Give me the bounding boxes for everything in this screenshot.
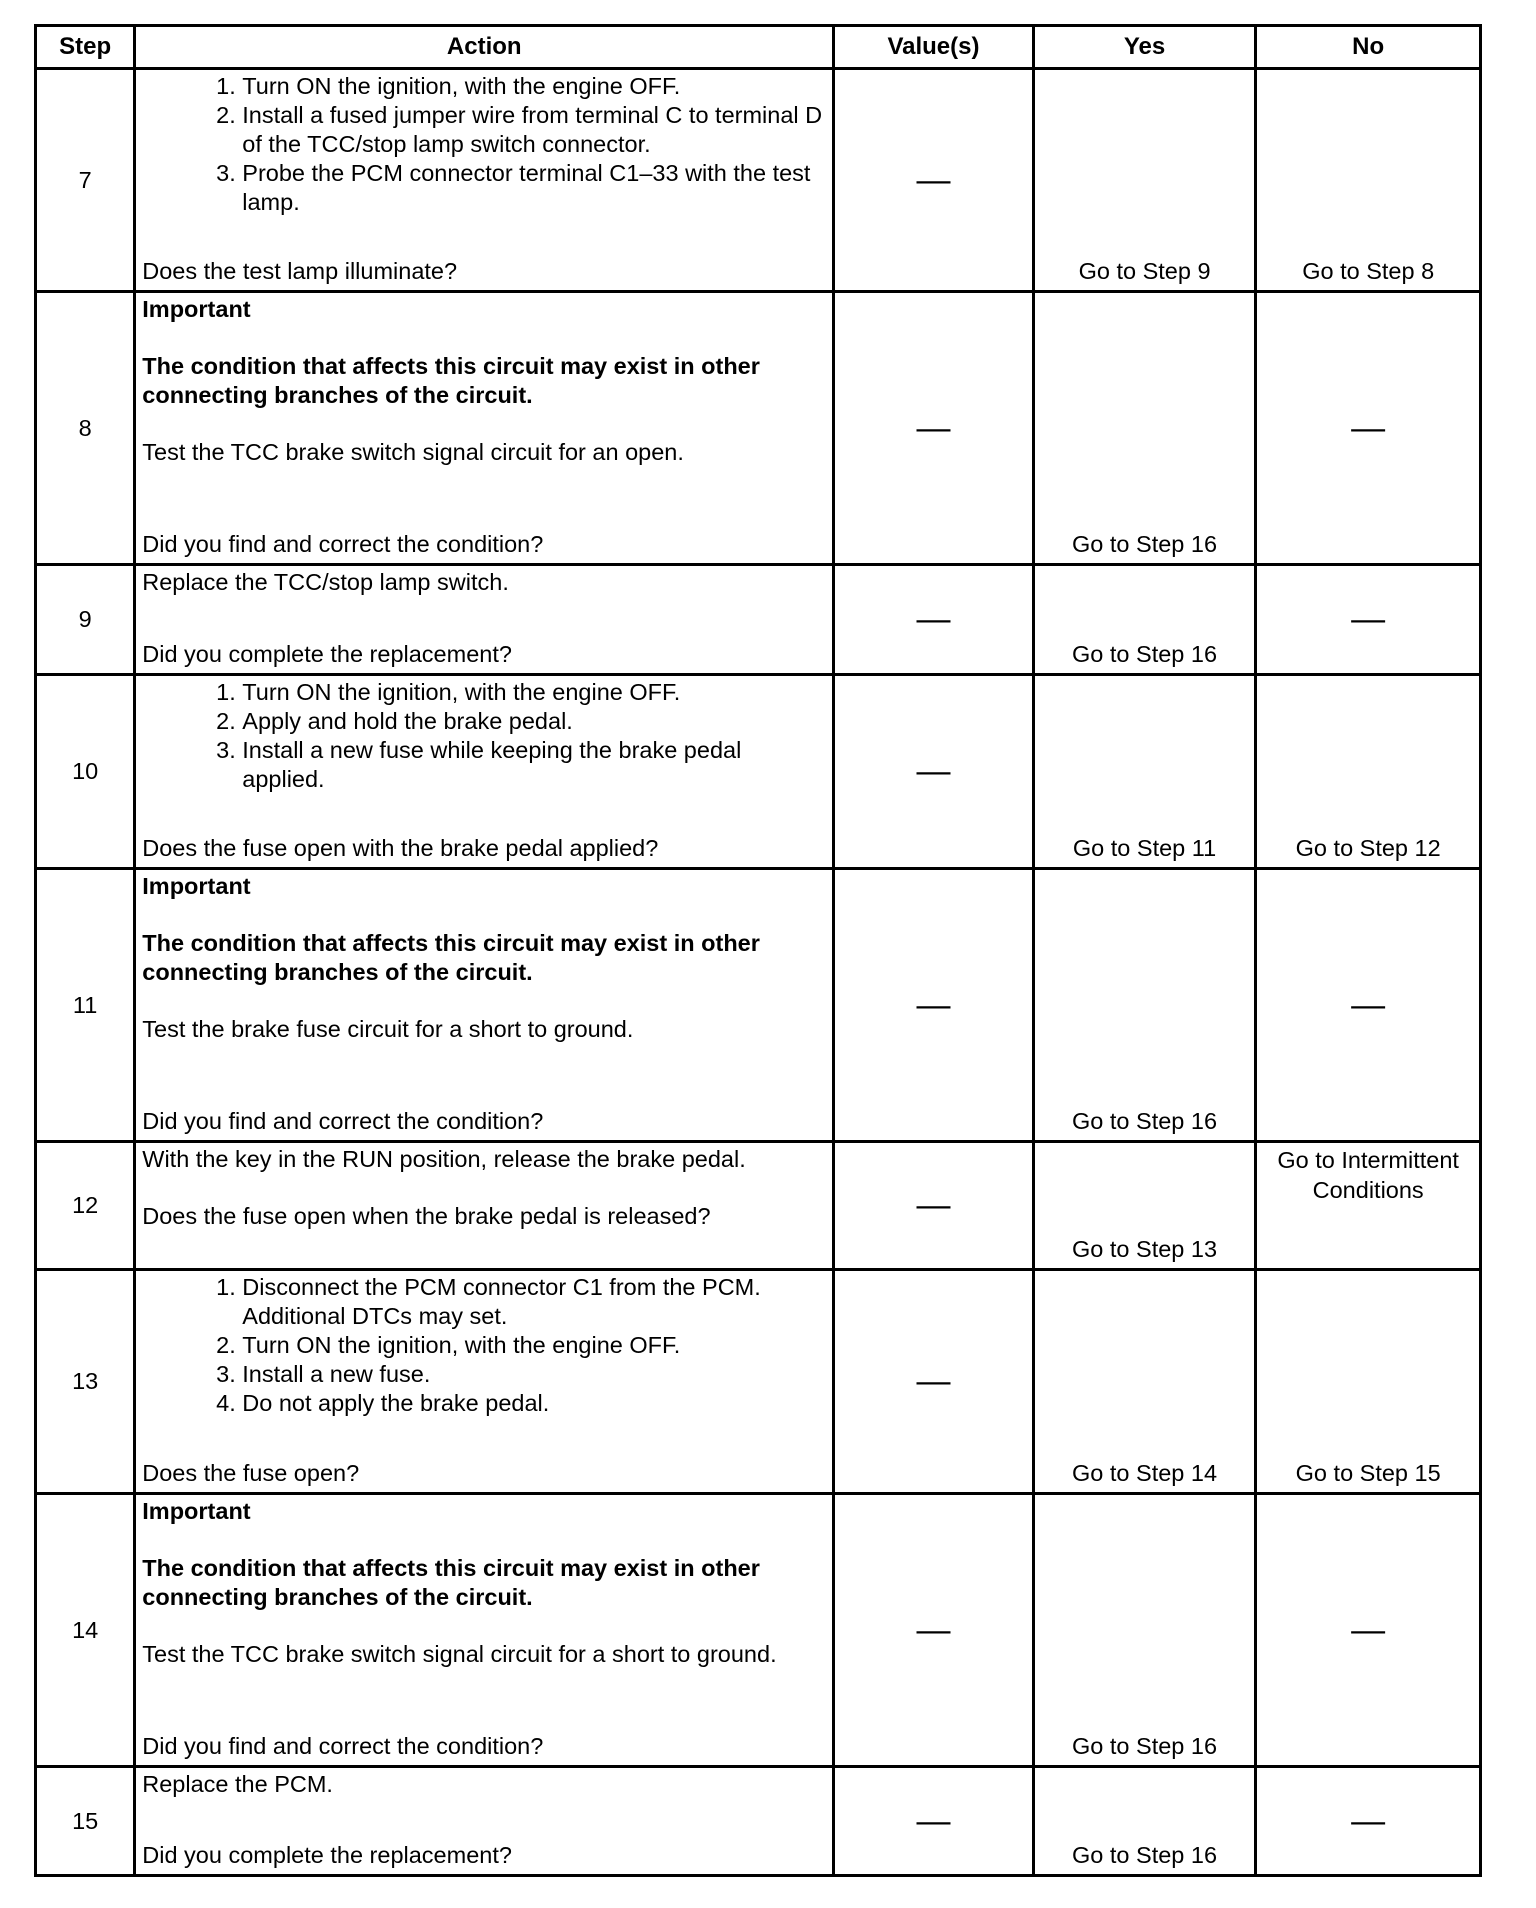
important-text: The condition that affects this circuit may exist in other connecting branches of the circuit. [142,353,760,408]
list-item: 1. Disconnect the PCM connector C1 from the PCM. Additional DTCs may set. [242,1273,822,1331]
question: Does the test lamp illuminate? [142,258,458,284]
yes-link: Go to Step 16 [1072,1108,1218,1134]
instruction: Replace the PCM. [142,1771,333,1797]
question: Does the fuse open? [142,1460,360,1486]
yes-cell [1033,1142,1256,1270]
table-row [36,675,1481,869]
list-item: 3. Install a new fuse while keeping the brake pedal applied. [242,736,822,794]
action-cell [135,292,834,565]
yes-cell [1033,1494,1256,1767]
action-list [142,1273,822,1418]
action-list [142,678,822,794]
question: Did you find and correct the condition? [142,1733,544,1759]
step-number: 12 [36,1142,135,1270]
question: Does the fuse open when the brake pedal is released? [142,1203,711,1229]
action-cell [135,1270,834,1494]
yes-cell [1033,292,1256,565]
value-dash: — [834,869,1034,1142]
no-dash: — [1256,1494,1481,1767]
table-row [36,1767,1481,1876]
action-cell [135,869,834,1142]
no-link: Go to Step 8 [1302,258,1435,284]
table-row [36,1142,1481,1270]
no-dash: — [1256,292,1481,565]
yes-link: Go to Step 11 [1072,835,1217,861]
no-cell [1256,69,1481,292]
no-cell [1256,1270,1481,1494]
header-yes: Yes [1033,26,1256,69]
yes-cell [1033,69,1256,292]
no-dash: — [1256,1767,1481,1876]
yes-cell [1033,675,1256,869]
yes-link: Go to Step 16 [1072,1733,1218,1759]
instruction: Test the TCC brake switch signal circuit for an open. [142,439,684,465]
no-link: Go to Step 12 [1295,835,1441,861]
list-item: 2. Install a fused jumper wire from terminal C to terminal D of the TCC/stop lamp switch connector. [242,101,822,159]
yes-link: Go to Step 13 [1072,1236,1218,1262]
diagnostic-table [34,24,1482,1877]
yes-link: Go to Step 9 [1078,258,1211,284]
header-step: Step [36,26,135,69]
no-link: Go to Intermittent Conditions [1277,1147,1459,1203]
list-item: 1. Turn ON the ignition, with the engine OFF. [242,678,822,707]
yes-link: Go to Step 16 [1072,1842,1218,1868]
step-number: 7 [36,69,135,292]
important-label: Important [142,296,251,322]
action-cell [135,1767,834,1876]
no-cell [1256,675,1481,869]
step-number: 13 [36,1270,135,1494]
no-cell [1256,1142,1481,1270]
instruction: Test the TCC brake switch signal circuit for a short to ground. [142,1641,777,1667]
question: Did you complete the replacement? [142,1842,512,1868]
value-dash: — [834,1767,1034,1876]
list-item: 3. Install a new fuse. [242,1360,822,1389]
step-number: 8 [36,292,135,565]
question: Did you find and correct the condition? [142,1108,544,1134]
important-label: Important [142,873,251,899]
action-cell [135,675,834,869]
no-link: Go to Step 15 [1295,1460,1441,1486]
yes-link: Go to Step 16 [1072,641,1218,667]
value-dash: — [834,292,1034,565]
no-dash: — [1256,565,1481,675]
action-cell [135,565,834,675]
action-cell [135,1494,834,1767]
header-action: Action [135,26,834,69]
action-cell [135,69,834,292]
table-row [36,565,1481,675]
step-number: 15 [36,1767,135,1876]
table-row [36,292,1481,565]
value-dash: — [834,69,1034,292]
value-dash: — [834,565,1034,675]
list-item: 3. Probe the PCM connector terminal C1–33 with the test lamp. [242,159,822,217]
step-number: 14 [36,1494,135,1767]
question: Did you complete the replacement? [142,641,512,667]
step-number: 10 [36,675,135,869]
value-dash: — [834,1270,1034,1494]
table-row [36,69,1481,292]
step-number: 9 [36,565,135,675]
yes-cell [1033,1270,1256,1494]
yes-cell [1033,1767,1256,1876]
table-row [36,1494,1481,1767]
question: Did you find and correct the condition? [142,531,544,557]
table-row [36,869,1481,1142]
list-item: 1. Turn ON the ignition, with the engine OFF. [242,72,822,101]
table-row [36,1270,1481,1494]
header-row [36,26,1481,69]
important-text: The condition that affects this circuit may exist in other connecting branches of the circuit. [142,930,760,985]
instruction: With the key in the RUN position, release the brake pedal. [142,1146,746,1172]
value-dash: — [834,1142,1034,1270]
yes-cell [1033,565,1256,675]
list-item: 2. Turn ON the ignition, with the engine OFF. [242,1331,822,1360]
list-item: 4. Do not apply the brake pedal. [242,1389,822,1418]
value-dash: — [834,675,1034,869]
question: Does the fuse open with the brake pedal applied? [142,835,659,861]
instruction: Test the brake fuse circuit for a short to ground. [142,1016,634,1042]
instruction: Replace the TCC/stop lamp switch. [142,569,509,595]
action-cell [135,1142,834,1270]
yes-link: Go to Step 16 [1072,531,1218,557]
list-item: 2. Apply and hold the brake pedal. [242,707,822,736]
no-dash: — [1256,869,1481,1142]
header-no: No [1256,26,1481,69]
yes-link: Go to Step 14 [1072,1460,1218,1486]
important-label: Important [142,1498,251,1524]
important-text: The condition that affects this circuit may exist in other connecting branches of the circuit. [142,1555,760,1610]
value-dash: — [834,1494,1034,1767]
yes-cell [1033,869,1256,1142]
header-values: Value(s) [834,26,1034,69]
action-list [142,72,822,217]
step-number: 11 [36,869,135,1142]
